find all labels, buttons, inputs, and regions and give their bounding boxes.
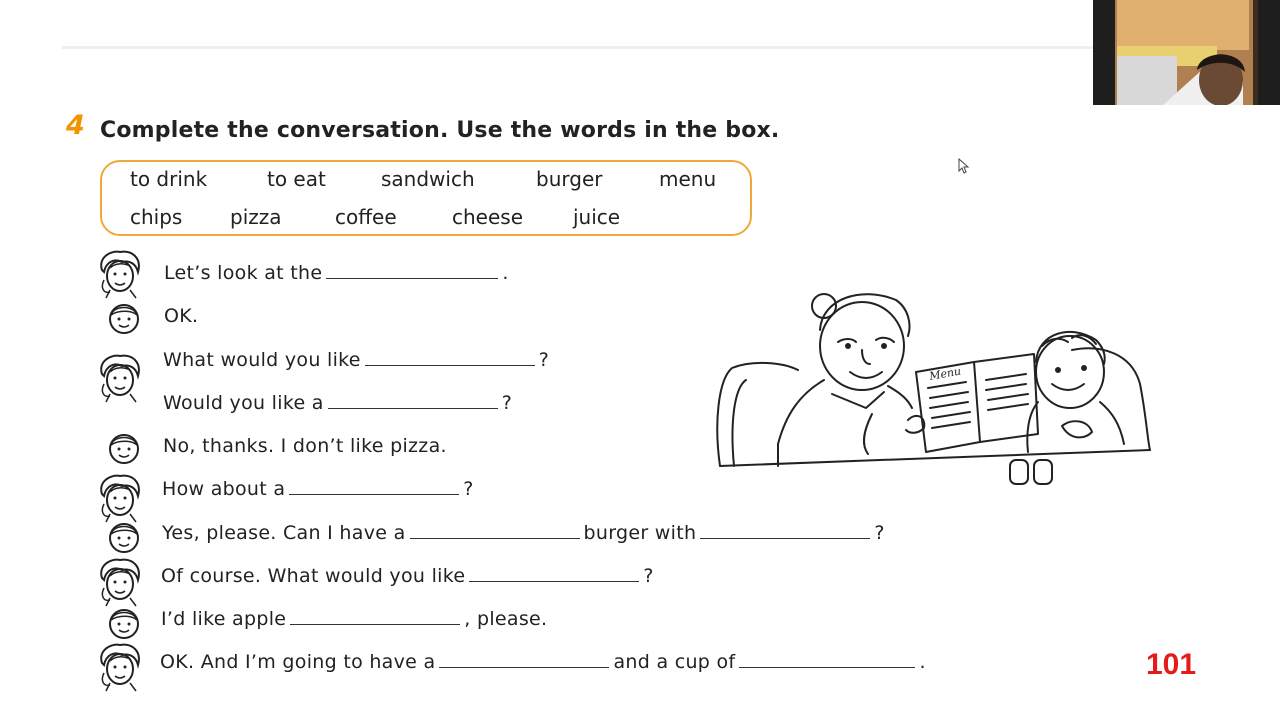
word-box-item: to eat	[267, 167, 326, 191]
word-box-item: coffee	[335, 205, 397, 229]
dialogue-text: How about a	[162, 478, 286, 500]
answer-blank[interactable]	[439, 666, 609, 668]
answer-blank[interactable]	[410, 537, 580, 539]
dialogue-line	[163, 435, 447, 457]
dialogue-text: , please.	[464, 608, 548, 630]
dialogue-text: ?	[874, 522, 885, 544]
exercise-number: 4	[66, 110, 85, 141]
mum-speaker-icon	[96, 250, 144, 300]
dialogue-text: OK.	[164, 305, 199, 327]
dialogue-text: Would you like a	[163, 392, 324, 414]
dialogue-text: .	[919, 651, 926, 673]
dialogue-line	[163, 349, 549, 371]
dialogue-line	[160, 651, 926, 673]
word-box-item: sandwich	[381, 167, 475, 191]
dialogue-line	[164, 262, 509, 284]
page-number: 101	[1146, 648, 1197, 681]
answer-blank[interactable]	[328, 407, 498, 409]
mouse-cursor-icon	[958, 158, 970, 178]
word-box-item: pizza	[230, 205, 282, 229]
answer-blank[interactable]	[290, 623, 460, 625]
boy-speaker-icon	[102, 301, 146, 335]
dialogue-line	[161, 565, 654, 587]
word-box	[100, 160, 752, 236]
restaurant-illustration	[712, 284, 1156, 490]
dialogue-text: No, thanks. I don’t like pizza.	[163, 435, 447, 457]
dialogue-line	[161, 608, 547, 630]
word-box-item: chips	[130, 205, 183, 229]
boy-speaker-icon	[102, 520, 146, 554]
mum-speaker-icon	[96, 558, 144, 608]
word-box-item: to drink	[130, 167, 208, 191]
dialogue-text: .	[502, 262, 509, 284]
boy-speaker-icon	[102, 606, 146, 640]
dialogue-line	[163, 392, 512, 414]
dialogue-text: ?	[538, 349, 550, 371]
dialogue-text: ?	[463, 478, 474, 500]
dialogue-line	[162, 478, 474, 500]
answer-blank[interactable]	[739, 666, 915, 668]
mum-speaker-icon	[96, 354, 144, 404]
menu-label: Menu	[928, 364, 962, 383]
dialogue-text: ?	[501, 392, 513, 414]
top-divider	[62, 46, 1094, 49]
dialogue-text: burger with	[583, 522, 697, 544]
dialogue-text: and a cup of	[613, 651, 736, 673]
dialogue-line	[162, 522, 885, 544]
dialogue-text: Yes, please. Can I have a	[162, 522, 406, 544]
boy-speaker-icon	[102, 431, 146, 465]
webcam-overlay[interactable]	[1093, 0, 1280, 105]
answer-blank[interactable]	[700, 537, 870, 539]
answer-blank[interactable]	[326, 277, 498, 279]
mum-speaker-icon	[96, 643, 144, 693]
exercise-title: Complete the conversation. Use the words in the box.	[100, 118, 780, 143]
word-box-item: juice	[573, 205, 621, 229]
mum-speaker-icon	[96, 474, 144, 524]
answer-blank[interactable]	[365, 364, 535, 366]
dialogue-line	[164, 305, 198, 327]
dialogue-text: What would you like	[163, 349, 361, 371]
dialogue-text: I’d like apple	[161, 608, 287, 630]
dialogue-text: OK. And I’m going to have a	[160, 651, 436, 673]
word-box-item: cheese	[452, 205, 524, 229]
dialogue-text: Of course. What would you like	[161, 565, 466, 587]
answer-blank[interactable]	[469, 580, 639, 582]
word-box-item: burger	[536, 167, 603, 191]
answer-blank[interactable]	[289, 493, 459, 495]
dialogue-text: ?	[643, 565, 654, 587]
dialogue-text: Let’s look at the	[164, 262, 323, 284]
word-box-item: menu	[659, 167, 717, 191]
